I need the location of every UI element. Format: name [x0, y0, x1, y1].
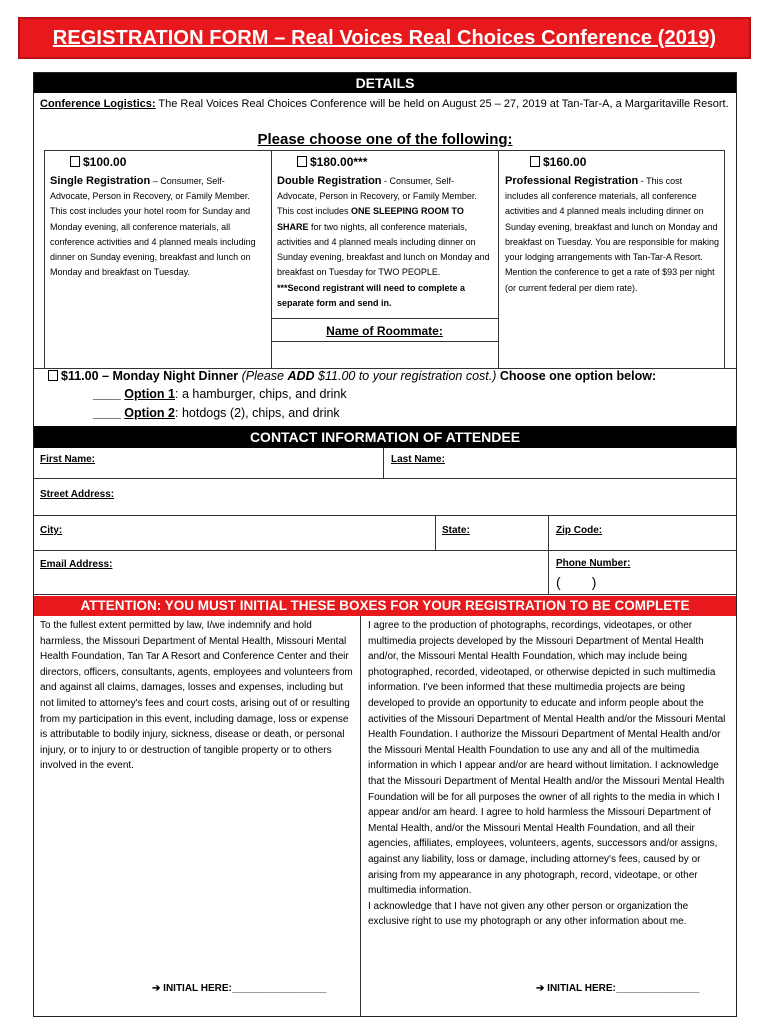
- dinner-option-2[interactable]: [93, 406, 340, 420]
- dinner-choose: Choose one option below:: [496, 369, 657, 383]
- option-1-label: Option 1: [124, 387, 175, 401]
- phone-field[interactable]: Phone Number:: [556, 558, 631, 569]
- form-title-banner: [18, 17, 751, 59]
- initial-right-label: INITIAL HERE:_______________: [547, 983, 700, 994]
- dinner-price: $11.00 – Monday Night Dinner: [61, 369, 239, 383]
- option-2-label: Option 2: [124, 406, 175, 420]
- logistics-text: The Real Voices Real Choices Conference will be held on August 25 – 27, 2019 at Tan-Tar-A, a Margaritaville Resort.: [155, 98, 729, 110]
- arrow-right-icon: ➔: [152, 983, 161, 994]
- option-1-text: : a hamburger, chips, and drink: [175, 387, 347, 401]
- double-text-a: Advocate, Person in Recovery, or Family Member. This cost includes: [277, 191, 477, 217]
- dinner-option-1[interactable]: [93, 387, 347, 401]
- conference-logistics: [40, 96, 730, 112]
- roommate-input[interactable]: [272, 342, 497, 367]
- option-1-blank[interactable]: ____: [93, 387, 121, 401]
- single-name: Single Registration: [50, 175, 151, 187]
- initial-left[interactable]: [152, 983, 326, 994]
- dinner-note-a: (Please: [238, 369, 288, 383]
- professional-registration-checkbox[interactable]: [530, 156, 540, 167]
- double-text-bold: ONE SLEEPING ROOM TO SHARE: [277, 206, 464, 232]
- phone-parens: ( ): [556, 574, 597, 590]
- form-title: REGISTRATION FORM – Real Voices Real Choices Conference (2019): [52, 26, 717, 49]
- dinner-option[interactable]: [48, 369, 733, 383]
- media-release-paragraph: I agree to the production of photographs, recordings, videotapes, or other multimedia projects developed by the Missouri Department of Mental Health and/or, the Missouri Mental Health Foundation, which may include being photographed, recorded, videotaped, or otherwise depicted in such multimedia information. I've been informed that these multimedia projects are being developed to provide an opportunity to educate and inform people about the activities of the Missouri Department of Mental Health and/or the Missouri Mental Health Foundation. I authorize the Missouri Department of Mental Health and/or the Missouri Mental Health Foundation to use any and all of the multimedia information in which I appear and/or are heard without limitation. I acknowledge that the Missouri Department of Mental Health and/or the Missouri Mental Health Foundation will be for all purposes the owner of all rights to the media in which I appear and/or am heard. I agree to hold harmless the Missouri Department of Mental Health, and/or the Missouri Mental Health Foundation, and all their agencies, affiliates, employees, volunteers, agents, successors and/or assigns, against any liability, loss or damage, including attorney's fees, caused by or arising from my appearance in any photograph, record, videotape, or other multimedia information.: [368, 620, 726, 897]
- professional-name-suffix: - This cost: [638, 176, 683, 186]
- option-2-blank[interactable]: ____: [93, 406, 121, 420]
- city-field[interactable]: City:: [40, 525, 63, 536]
- first-name-field[interactable]: First Name:: [40, 454, 96, 465]
- single-price: $100.00: [83, 155, 127, 169]
- last-name-field[interactable]: Last Name:: [391, 454, 445, 465]
- contact-header: CONTACT INFORMATION OF ATTENDEE: [34, 426, 736, 448]
- state-field[interactable]: State:: [442, 525, 470, 536]
- email-field[interactable]: Email Address:: [40, 559, 113, 570]
- roommate-label: Name of Roommate:: [326, 324, 443, 338]
- professional-price: $160.00: [543, 155, 587, 169]
- initial-right[interactable]: [536, 983, 699, 994]
- double-name: Double Registration: [277, 175, 382, 187]
- double-registration-checkbox[interactable]: [297, 156, 307, 167]
- choose-heading: Please choose one of the following:: [257, 131, 513, 148]
- dinner-note-rest: $11.00 to your registration cost.): [314, 369, 497, 383]
- zip-code-field[interactable]: Zip Code:: [556, 525, 603, 536]
- professional-description: includes all conference materials, all conference activities and 4 planned meals including dinner on Sunday evening, breakfast and lunch on Monday and breakfast on Tuesday. You are responsible for making your lodging arrangements with Tan-Tar-A Resort. Mention the conference to get a rate of $93 per night (or current federal per diem rate).: [505, 191, 719, 293]
- single-name-suffix: – Consumer, Self-: [150, 176, 225, 186]
- double-description: [277, 189, 493, 281]
- professional-name: Professional Registration: [505, 175, 639, 187]
- option-2-text: : hotdogs (2), chips, and drink: [175, 406, 340, 420]
- double-name-suffix: - Consumer, Self-: [381, 176, 455, 186]
- professional-registration-option[interactable]: [505, 155, 720, 296]
- single-registration-checkbox[interactable]: [70, 156, 80, 167]
- initial-left-label: INITIAL HERE:_________________: [163, 983, 327, 994]
- attention-header: ATTENTION: YOU MUST INITIAL THESE BOXES FOR YOUR REGISTRATION TO BE COMPLETE: [34, 596, 736, 616]
- arrow-right-icon: ➔: [536, 983, 545, 994]
- single-description: Advocate, Person in Recovery, or Family Member. This cost includes your hotel room for Sunday and Monday evening, all conference materials, all conference activities and 4 planned meals including dinner on Sunday evening, breakfast and lunch on Monday and breakfast on Tuesday.: [50, 191, 256, 278]
- double-note: ***Second registrant will need to complete a separate form and send in.: [277, 282, 466, 309]
- single-registration-option[interactable]: [50, 155, 265, 281]
- indemnity-text: To the fullest extent permitted by law, I/we indemnify and hold harmless, the Missouri Department of Mental Health, Missouri Mental Health Foundation, Tan Tar A Resort and Conference Center and their directors, officers, consultants, agents, employees and volunteers from and against all claims, damages, losses and expenses, including but not limited to attorney's fees and court costs, arising out of or resulting from my participation in this event, including damage, loss or expense is attributable to bodily injury, sickness, disease or death, or personal injury, or to injury to or destruction of tangible property or to others involved in the event.: [40, 620, 353, 772]
- logistics-label: Conference Logistics:: [40, 98, 156, 110]
- street-address-field[interactable]: Street Address:: [40, 489, 115, 500]
- double-registration-option[interactable]: [277, 155, 493, 311]
- details-header: DETAILS: [34, 73, 736, 93]
- media-release-text: [368, 618, 730, 930]
- media-release-ack: I acknowledge that I have not given any other person or organization the exclusive right to use my photograph or any other information about me.: [368, 900, 689, 928]
- double-price: $180.00***: [310, 155, 368, 169]
- double-text-b: for two nights, all conference materials, activities and 4 planned meals including dinner on Sunday evening, breakfast and lunch on Monday and breakfast on Tuesday for TWO PEOPLE.: [277, 221, 490, 278]
- dinner-note-bold: ADD: [287, 369, 315, 383]
- dinner-checkbox[interactable]: [48, 370, 58, 381]
